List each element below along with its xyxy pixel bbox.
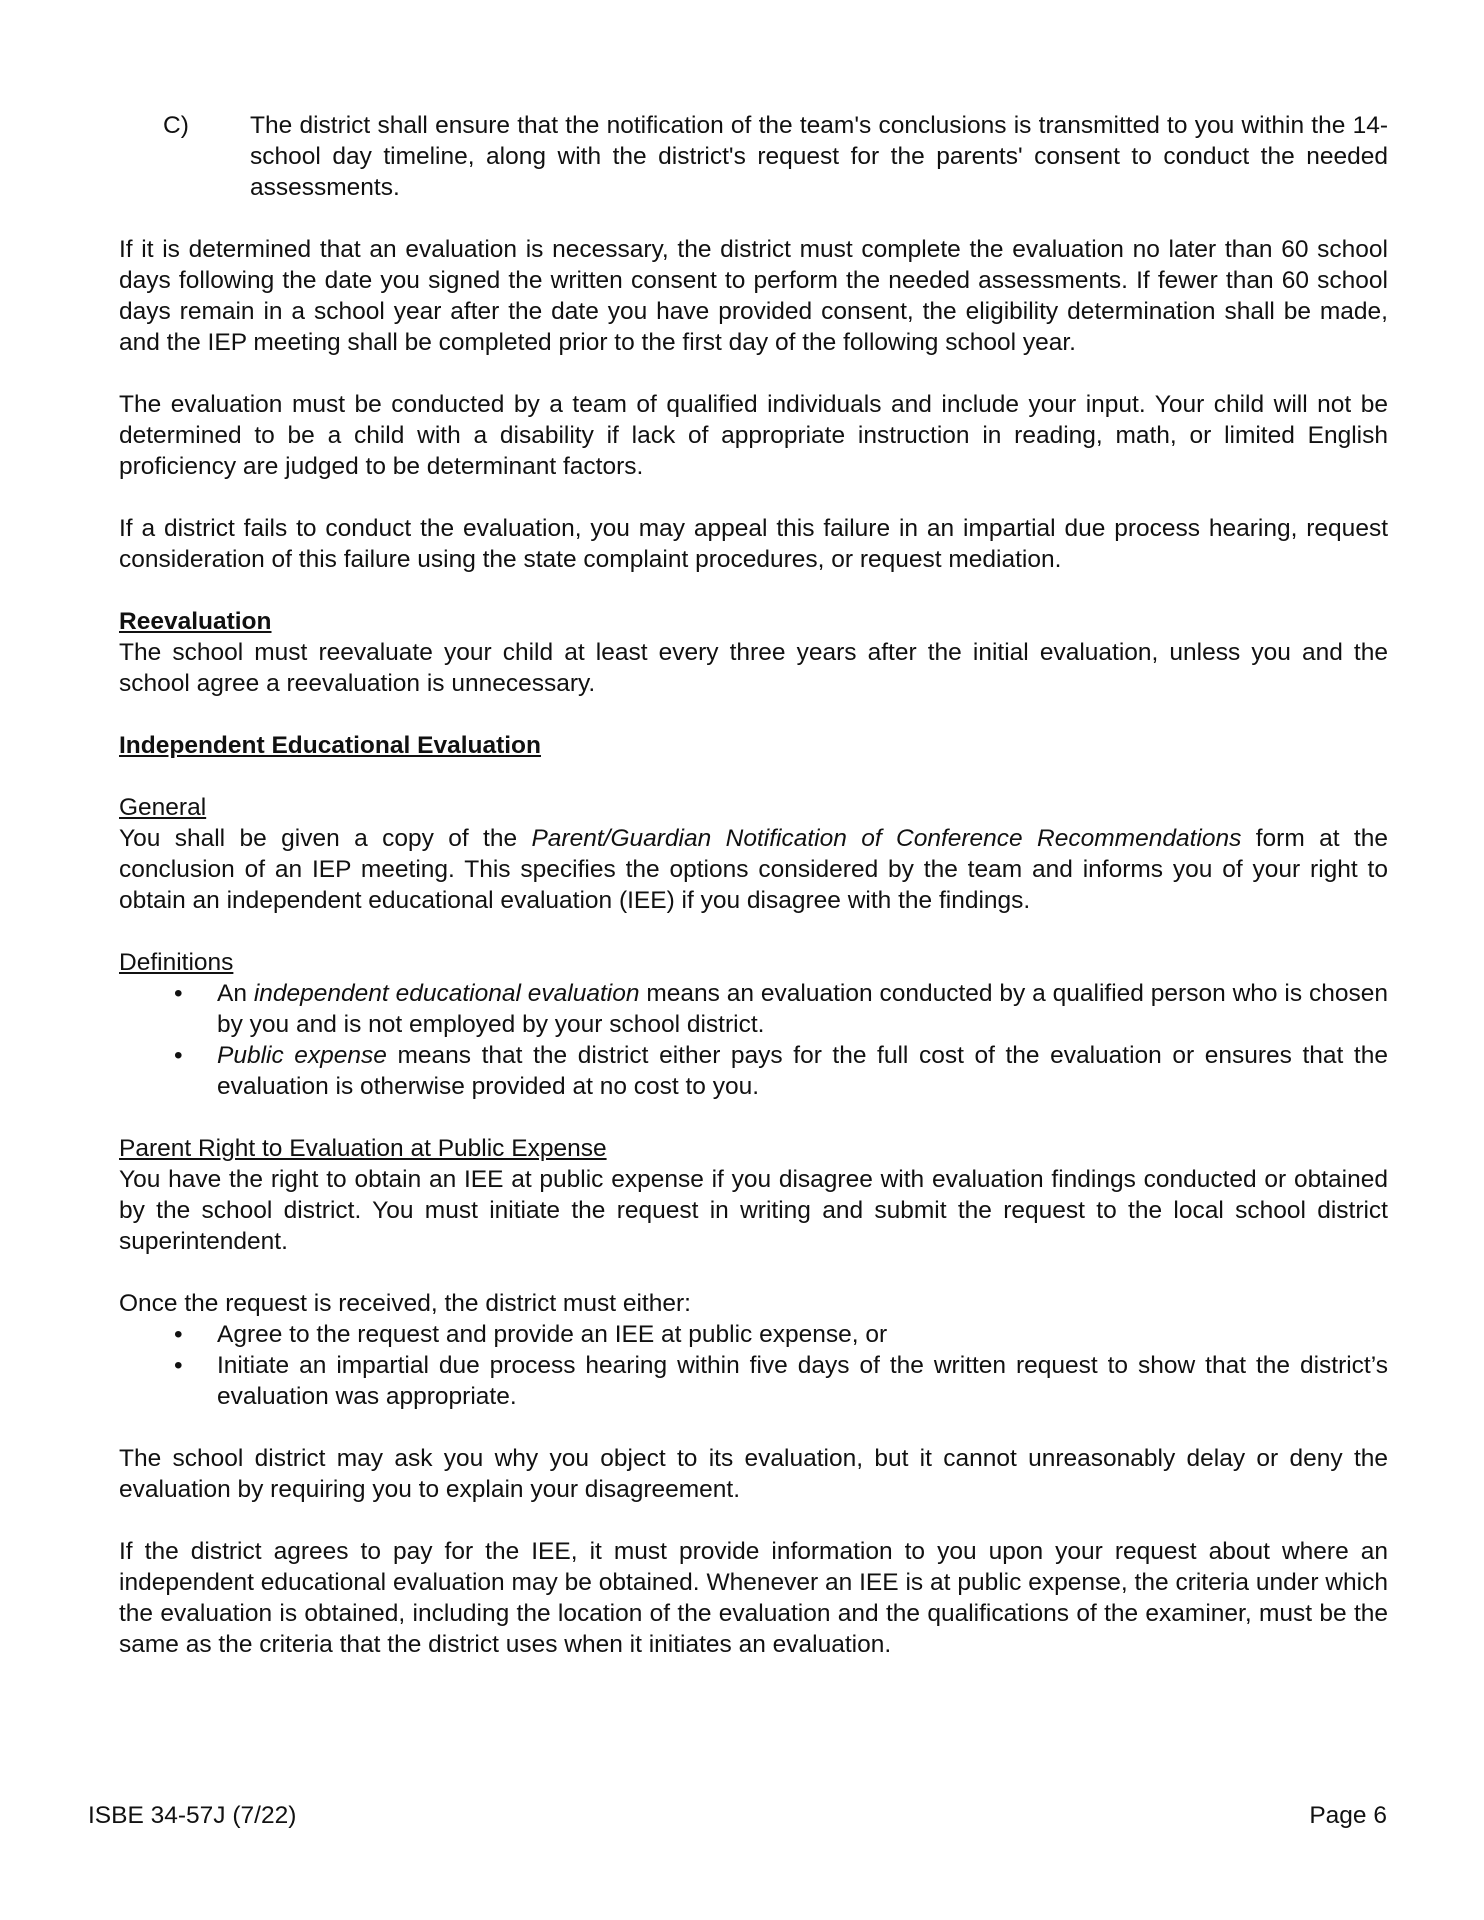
paragraph-evaluation-timeline: If it is determined that an evaluation is necessary, the district must complete the evaluation no later than 60 school days following the date you signed the written consent to perform the needed assessments. If fewer than 60 school days remain in a school year after the date you have provided consent, the eligibility determination shall be made, and the IEP meeting shall be completed prior to the first day of the following school year. (119, 236, 1388, 356)
heading-reevaluation: Reevaluation (119, 608, 272, 635)
form-title: Parent/Guardian Notification of Conference Recommendations (531, 825, 1242, 852)
list-item: • Public expense means that the district either pays for the full cost of the evaluation or ensures that the evaluation is otherwise provided at no cost to you. (119, 1040, 1388, 1102)
item-text: The district shall ensure that the notification of the team's conclusions is transmitted to you within the 14-school day timeline, along with the district's request for the parents' consent to conduct the needed assessments. (250, 112, 1388, 201)
paragraph-evaluation-team: The evaluation must be conducted by a team of qualified individuals and include your input. Your child will not be determined to be a child with a disability if lack of appropriate instruction in reading, math, or limited English proficiency are judged to be determinant factors. (119, 391, 1388, 480)
list-item-c (119, 110, 1388, 203)
definitions-list (119, 978, 1388, 1102)
item-letter: C) (163, 112, 189, 139)
list-item: • Initiate an impartial due process hearing within five days of the written request to show that the district’s evaluation was appropriate. (119, 1350, 1388, 1412)
heading-iee: Independent Educational Evaluation (119, 732, 541, 759)
paragraph-parent-right: You have the right to obtain an IEE at public expense if you disagree with evaluation findings conducted or obtained by the school district. You must initiate the request in writing and submit the request to the local school district superintendent. (119, 1166, 1388, 1255)
paragraph-evaluation-failure: If a district fails to conduct the evaluation, you may appeal this failure in an impartial due process hearing, request consideration of this failure using the state complaint procedures, or request mediation. (119, 515, 1388, 573)
bullet-icon: • (174, 980, 183, 1007)
paragraph-once-request: Once the request is received, the district must either: (119, 1290, 691, 1317)
bullet-icon: • (174, 1321, 183, 1348)
subheading-parent-right: Parent Right to Evaluation at Public Expense (119, 1135, 607, 1162)
footer-page-number: Page 6 (1309, 1802, 1387, 1829)
document-body (119, 110, 1388, 1660)
paragraph-reevaluation: The school must reevaluate your child at least every three years after the initial evaluation, unless you and the school agree a reevaluation is unnecessary. (119, 639, 1388, 697)
footer-form-id: ISBE 34-57J (7/22) (88, 1802, 297, 1829)
list-item: • An independent educational evaluation means an evaluation conducted by a qualified person who is chosen by you and is not employed by your school district. (119, 978, 1388, 1040)
bullet-icon: • (174, 1042, 183, 1069)
district-options-list (119, 1319, 1388, 1412)
subheading-definitions: Definitions (119, 949, 234, 976)
paragraph-object: The school district may ask you why you object to its evaluation, but it cannot unreasonably delay or deny the evaluation by requiring you to explain your disagreement. (119, 1445, 1388, 1503)
list-item: • Agree to the request and provide an IEE at public expense, or (119, 1319, 1388, 1350)
paragraph-general: You shall be given a copy of the Parent/Guardian Notification of Conference Recommendations form at the conclusion of an IEP meeting. This specifies the options considered by the team and informs you of your right to obtain an independent educational evaluation (IEE) if you disagree with the findings. (119, 825, 1388, 914)
bullet-icon: • (174, 1352, 183, 1379)
subheading-general: General (119, 794, 207, 821)
paragraph-district-pays: If the district agrees to pay for the IEE, it must provide information to you upon your request about where an independent educational evaluation may be obtained. Whenever an IEE is at public expense, the criteria under which the evaluation is obtained, including the location of the evaluation and the qualifications of the examiner, must be the same as the criteria that the district uses when it initiates an evaluation. (119, 1538, 1388, 1658)
